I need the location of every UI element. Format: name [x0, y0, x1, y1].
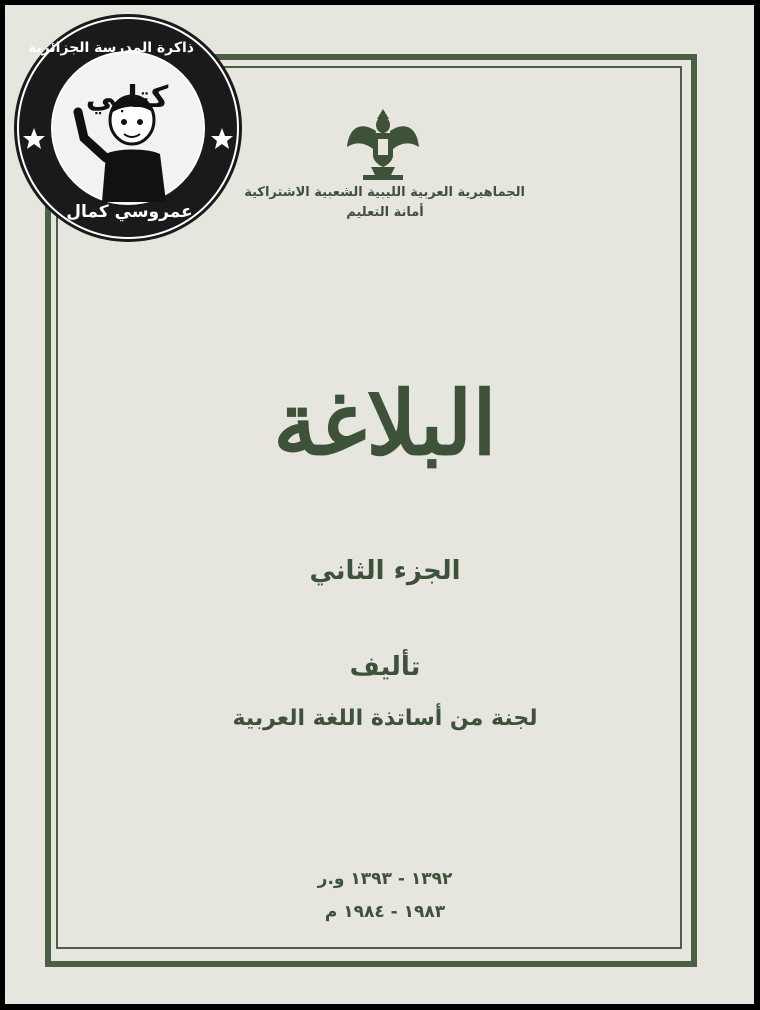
author-name: لجنة من أساتذة اللغة العربية	[232, 706, 538, 731]
date-gregorian: ١٩٨٣ - ١٩٨٤ م	[324, 902, 446, 922]
author-label: تأليف	[349, 652, 421, 682]
book-title: البلاغة	[273, 371, 497, 475]
ministry-name: أمانة التعليم	[346, 205, 424, 220]
stamp-bottom-text: عمروسي كمال	[66, 202, 193, 222]
state-name: الجماهيرية العربية الليبية الشعبية الاشتراكية	[244, 185, 525, 200]
volume-label: الجزء الثاني	[309, 556, 461, 586]
stamp-center-text: كتابي	[85, 80, 169, 115]
eagle-emblem-icon	[343, 103, 423, 183]
stamp-top-text: ذاكرة المدرسة الجزائرية	[27, 40, 194, 56]
date-hijri: ١٣٩٢ - ١٣٩٣ و.ر	[317, 869, 453, 889]
library-stamp	[12, 12, 244, 244]
